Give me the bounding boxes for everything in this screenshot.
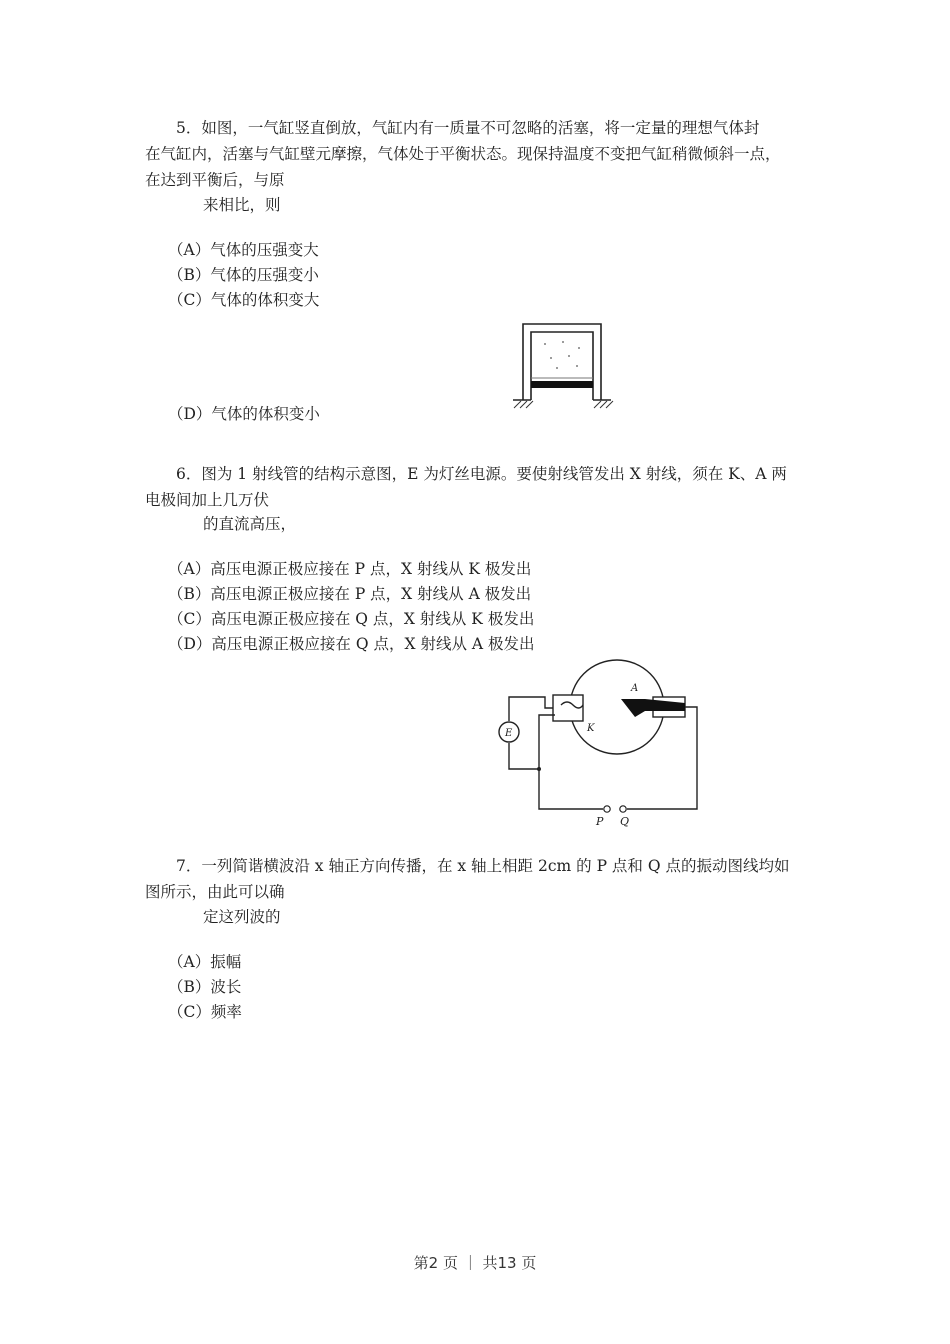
q7-option-a: （A）振幅 <box>168 953 242 971</box>
label-p: P <box>596 815 604 827</box>
q7-option-c: （C）频率 <box>168 1003 242 1021</box>
q5-line-2: 在气缸内，活塞与气缸壁元摩擦，气体处于平衡状态。现保持温度不变把气缸稍微倾斜一点， <box>145 145 781 163</box>
q6-line-2: 电极间加上几万伏 <box>145 491 270 509</box>
q5-option-d: （D）气体的体积变小 <box>168 405 320 423</box>
q6-option-a: （A）高压电源正极应接在 P 点，X 射线从 K 极发出 <box>168 560 532 578</box>
terminal-q <box>620 806 626 812</box>
q6-line-1: 6．图为 1 射线管的结构示意图，E 为灯丝电源。要使射线管发出 X 射线，须在 K、A 两 <box>176 465 787 483</box>
q5-option-a: （A）气体的压强变大 <box>168 241 319 259</box>
q5-option-b: （B）气体的压强变小 <box>168 266 319 284</box>
q5-line-4: 来相比，则 <box>203 196 281 214</box>
piston <box>531 381 593 388</box>
label-k: K <box>587 723 595 734</box>
q6-option-c: （C）高压电源正极应接在 Q 点，X 射线从 K 极发出 <box>168 610 535 628</box>
q7-option-b: （B）波长 <box>168 978 242 996</box>
q5-line-3: 在达到平衡后，与原 <box>145 171 285 189</box>
q6-option-b: （B）高压电源正极应接在 P 点，X 射线从 A 极发出 <box>168 585 532 603</box>
q6-option-d: （D）高压电源正极应接在 Q 点，X 射线从 A 极发出 <box>168 635 535 653</box>
terminal-p <box>604 806 610 812</box>
xray-tube-figure <box>495 655 710 827</box>
label-a: A <box>631 683 639 694</box>
q7-line-3: 定这列波的 <box>203 908 281 926</box>
label-q: Q <box>620 815 630 827</box>
cylinder-figure <box>505 318 615 424</box>
q7-line-1: 7．一列简谐横波沿 x 轴正方向传播，在 x 轴上相距 2cm 的 P 点和 Q 点的振动图线均如 <box>176 857 790 875</box>
label-e: E <box>505 728 513 739</box>
q6-line-3: 的直流高压， <box>203 515 297 533</box>
q7-line-2: 图所示，由此可以确 <box>145 883 285 901</box>
q5-option-c: （C）气体的体积变大 <box>168 291 320 309</box>
q5-line-1: 5．如图，一气缸竖直倒放，气缸内有一质量不可忽略的活塞，将一定量的理想气体封 <box>176 119 760 137</box>
page-footer: 第2 页 ｜ 共13 页 <box>413 1254 537 1272</box>
